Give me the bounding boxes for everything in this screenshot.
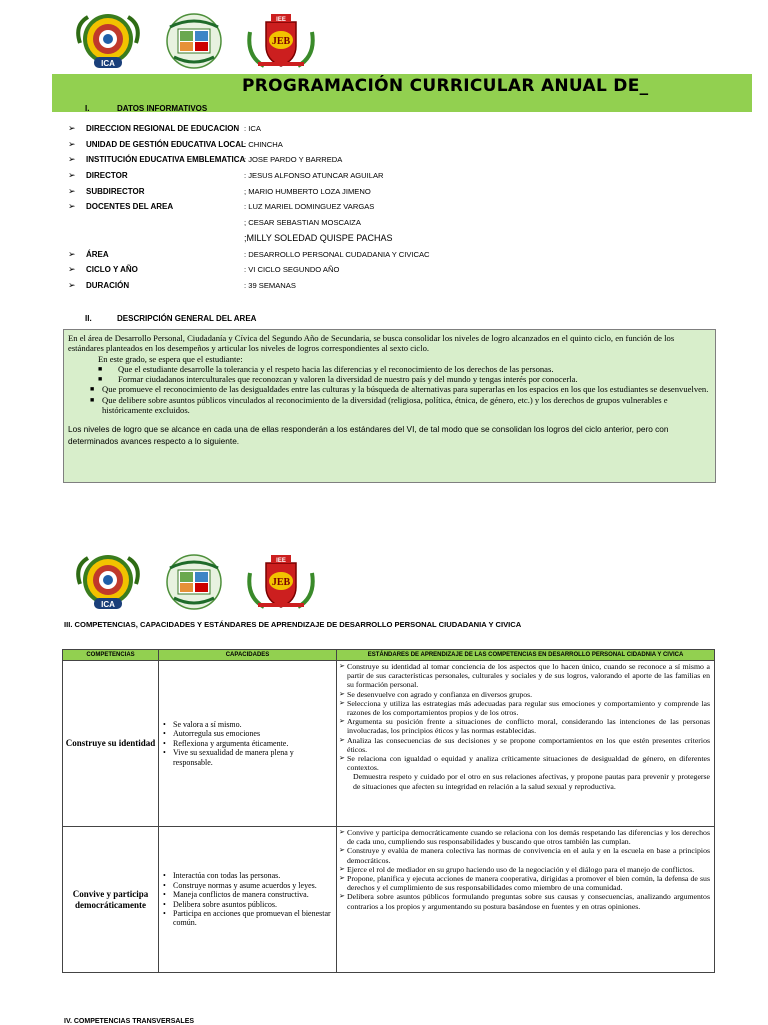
section-4-heading-cut: IV. COMPETENCIAS TRANSVERSALES [64, 1018, 195, 1025]
ica-gear-emblem-icon [72, 13, 144, 69]
list-item-text: Formar ciudadanos interculturales que reconozcan y valoren la diversidad de nuestro país y del mundo y tengas interés por conocerla. [118, 374, 578, 385]
section-2-label: DESCRIPCIÓN GENERAL DEL AREA [117, 314, 257, 323]
svg-text:JEB: JEB [271, 577, 291, 588]
list-item-text: Argumenta su posición frente a situaciones de conflicto moral, considerando las intenciones de las personas involucradas, los principios éticos y las normas establecidas. [347, 717, 710, 736]
list-item [339, 662, 710, 690]
ica-gear-emblem-icon [72, 554, 144, 610]
info-row [68, 232, 748, 248]
column-header: COMPETENCIAS [63, 650, 159, 661]
list-item: • Se valora a sí mismo. [161, 720, 334, 729]
list-item [339, 865, 710, 874]
list-item-text: Delibera sobre asuntos públicos formulando preguntas sobre sus causas y consecuencias, analizando argumentos contrarios a los propios y argumentando su postura basándose en fuentes y en otras opiniones. [347, 892, 710, 911]
arrow-bullet-icon: ➢ [339, 735, 345, 744]
list-item-text: Propone, planifica y ejecuta acciones de manera cooperativa, dirigidas a promover el bien común, la defensa de sus derechos y el cumplimiento de sus responsabilidades como miembro de una comunidad. [347, 874, 710, 893]
list-item: • Reflexiona y argumenta éticamente. [161, 739, 334, 748]
capacities-cell [159, 661, 337, 827]
info-label: SUBDIRECTOR [86, 186, 145, 196]
list-item-text: Construye y evalúa de manera colectiva las normas de convivencia en el aula y en la escuela en base a principios democráticos. [347, 846, 710, 865]
square-bullet-icon: ■ [98, 375, 103, 384]
logo-row-second [72, 553, 318, 611]
list-item-text: Se desenvuelve con agrado y confianza en diversos grupos. [347, 689, 533, 699]
info-row [68, 200, 748, 216]
info-value: : JESUS ALFONSO ATUNCAR AGUILAR [244, 171, 384, 181]
standards-cell [337, 827, 715, 973]
info-value: ; MARIO HUMBERTO LOZA JIMENO [244, 186, 371, 196]
description-grade: En este grado, se espera que el estudiante: [98, 353, 243, 364]
info-row [68, 122, 748, 138]
arrow-bullet-icon: ➢ [68, 201, 76, 212]
list-item [339, 699, 710, 717]
list-item [68, 374, 711, 384]
arrow-bullet-icon: ➢ [339, 689, 345, 698]
info-label: CICLO Y AÑO [86, 265, 138, 275]
list-item-text: Convive y participa democráticamente cuando se relaciona con los demás respetando las diferencias y los derechos de cada uno, cumpliendo sus responsabilidades y buscando que otros también las cumplan. [347, 828, 710, 847]
description-intro: En el área de Desarrollo Personal, Ciudadanía y Cívica del Segundo Año de Secundaria, se busca consolidar los niveles de logro alcanzados en el quinto ciclo, en función de los estándares planteados en los desempeños y articular los niveles de logros correspondientes al sexto ciclo. [68, 333, 675, 354]
arrow-bullet-icon: ➢ [339, 698, 345, 707]
school-crest-icon [164, 13, 224, 69]
arrow-bullet-icon: ➢ [339, 717, 345, 726]
list-item-text: Selecciona y utiliza las estrategias más adecuadas para regular sus emociones y comportamiento y comprende las razones de los comportamientos propios y de los otros. [347, 698, 710, 718]
list-item-text: Analiza las consecuencias de sus decisiones y se propone comportamientos en los que estén presentes criterios éticos. [347, 735, 710, 754]
list-item [68, 364, 711, 374]
list-item [339, 892, 710, 910]
list-item [339, 754, 710, 772]
list-item [339, 846, 710, 864]
competence-name: Convive y participa democráticamente [63, 827, 159, 973]
svg-text:ICA: ICA [101, 59, 115, 68]
info-value: : VI CICLO SEGUNDO AÑO [244, 265, 340, 275]
info-value: : DESARROLLO PERSONAL CUDADANIA Y CIVICAC [244, 249, 430, 259]
info-row [68, 138, 748, 154]
arrow-bullet-icon: ➢ [339, 874, 345, 883]
jeb-shield-icon [244, 12, 318, 70]
description-closing: Los niveles de logro que se alcance en cada una de ellas responderán a los estándares del VI, de tal modo que se consolidan los logros del ciclo anterior, pero con determinados avances respecto a lo siguiente. [68, 424, 669, 446]
list-item [339, 874, 710, 892]
info-row [68, 263, 748, 279]
info-row [68, 216, 748, 232]
list-item-text: Que delibere sobre asuntos públicos vinculados al reconocimiento de la diversidad (religiosa, política, étnica, de género, etc.) y los derechos de grupos vulnerables e históricamente excluidos. [102, 394, 668, 416]
table-header-row [63, 650, 715, 661]
info-label: DIRECCION REGIONAL DE EDUCACION [86, 124, 240, 133]
list-item: • Vive su sexualidad de manera plena y responsable. [161, 748, 334, 767]
arrow-bullet-icon: ➢ [68, 170, 76, 181]
list-item [68, 384, 711, 394]
svg-text:IEE: IEE [276, 17, 286, 23]
list-item: • Participa en acciones que promuevan el bienestar común. [161, 909, 334, 928]
list-item-text: Que el estudiante desarrolle la tolerancia y el respeto hacia las diferencias y el reconocimiento de los derechos de las personas. [118, 363, 554, 374]
table-row [63, 827, 715, 973]
list-item: • Maneja conflictos de manera constructiva. [161, 890, 334, 899]
info-row [68, 185, 748, 201]
info-row [68, 153, 748, 169]
capacities-cell [159, 827, 337, 973]
arrow-bullet-icon: ➢ [68, 279, 76, 290]
list-item: • Construye normas y asume acuerdos y leyes. [161, 881, 334, 890]
list-item [339, 717, 710, 735]
info-row [68, 169, 748, 185]
list-item: Demuestra respeto y cuidado por el otro en sus relaciones afectivas, y propone pautas para prevenir y protegerse de situaciones que afecten su integridad en relación a la salud sexual y reproductiva. [353, 772, 710, 791]
arrow-bullet-icon: ➢ [339, 662, 345, 670]
list-item: • Delibera sobre asuntos públicos. [161, 900, 334, 909]
logo-row-top [72, 12, 318, 70]
info-label: ÁREA [86, 249, 109, 259]
section-1-label: DATOS INFORMATIVOS [117, 104, 208, 113]
school-crest-icon [164, 554, 224, 610]
info-value: : ICA [244, 124, 261, 133]
arrow-bullet-icon: ➢ [339, 846, 345, 855]
arrow-bullet-icon: ➢ [339, 864, 345, 873]
section-2-number: II. [85, 314, 92, 323]
square-bullet-icon: ■ [98, 364, 103, 373]
list-item-text: Construye su identidad al tomar conciencia de los aspectos que lo hacen único, cuando se reconoce a sí mismo a partir de sus características personales, culturales y sociales y de sus logros, valorando el aporte de las familias en su formación personal. [347, 662, 710, 690]
section-1-number: I. [85, 104, 90, 113]
info-label: DOCENTES DEL AREA [86, 202, 174, 212]
info-value: : JOSE PARDO Y BARREDA [244, 155, 343, 165]
info-value: : 39 SEMANAS [244, 280, 296, 290]
list-item: • Interactúa con todas las personas. [161, 871, 334, 880]
page-title: PROGRAMACIÓN CURRICULAR ANUAL DE_ [242, 76, 649, 96]
arrow-bullet-icon: ➢ [68, 264, 76, 275]
column-header: ESTÁNDARES DE APRENDIZAJE DE LAS COMPETENCIAS EN DESARROLLO PERSONAL CIDADNIA Y CIVICA [337, 650, 715, 661]
arrow-bullet-icon: ➢ [339, 754, 345, 763]
square-bullet-icon: ■ [90, 385, 95, 394]
info-label: UNIDAD DE GESTIÓN EDUCATIVA LOCAL [86, 139, 246, 149]
competencies-table [62, 649, 715, 973]
description-bullets [68, 364, 711, 415]
arrow-bullet-icon: ➢ [68, 154, 76, 165]
standards-cell [337, 661, 715, 827]
info-label: DURACIÓN [86, 280, 130, 290]
arrow-bullet-icon: ➢ [339, 828, 345, 836]
info-value: ; CESAR SEBASTIAN MOSCAIZA [244, 218, 361, 228]
info-value: ;MILLY SOLEDAD QUISPE PACHAS [244, 232, 393, 243]
table-row [63, 661, 715, 827]
info-row [68, 279, 748, 295]
arrow-bullet-icon: ➢ [68, 138, 76, 149]
info-row [68, 248, 748, 264]
arrow-bullet-icon: ➢ [68, 123, 76, 133]
svg-text:IEE: IEE [276, 558, 286, 564]
info-list [68, 122, 748, 295]
area-description-box [63, 329, 716, 483]
list-item [339, 828, 710, 846]
square-bullet-icon: ■ [90, 395, 95, 404]
arrow-bullet-icon: ➢ [68, 185, 76, 196]
list-item [339, 690, 710, 699]
info-label: INSTITUCIÓN EDUCATIVA EMBLEMATICA [86, 155, 246, 165]
list-item [68, 395, 711, 416]
list-item [339, 736, 710, 754]
competence-name: Construye su identidad [63, 661, 159, 827]
list-item-text: Se relaciona con igualdad o equidad y analiza críticamente situaciones de desigualdad de género, en diferentes contextos. [347, 754, 710, 773]
arrow-bullet-icon: ➢ [68, 248, 76, 259]
info-value: : LUZ MARIEL DOMINGUEZ VARGAS [244, 202, 375, 212]
arrow-bullet-icon: ➢ [339, 892, 345, 901]
svg-text:ICA: ICA [101, 600, 115, 609]
section-3-heading: III. COMPETENCIAS, CAPACIDADES Y ESTÁNDARES DE APRENDIZAJE DE DESARROLLO PERSONAL CIUDADANIA Y CIVICA [64, 620, 522, 629]
info-value: : CHINCHA [244, 139, 283, 149]
list-item-text: Ejerce el rol de mediador en su grupo haciendo uso de la negociación y el diálogo para el manejo de conflictos. [347, 864, 695, 874]
svg-text:JEB: JEB [271, 36, 291, 47]
info-label: DIRECTOR [86, 171, 128, 181]
column-header: CAPACIDADES [159, 650, 337, 661]
jeb-shield-icon [244, 553, 318, 611]
list-item: • Autorregula sus emociones [161, 729, 334, 738]
list-item-text: Que promueve el reconocimiento de las desigualdades entre las culturas y la búsqueda de alternativas para superarlas en los espacios en los que los estudiantes se desenvuelven. [102, 384, 709, 395]
